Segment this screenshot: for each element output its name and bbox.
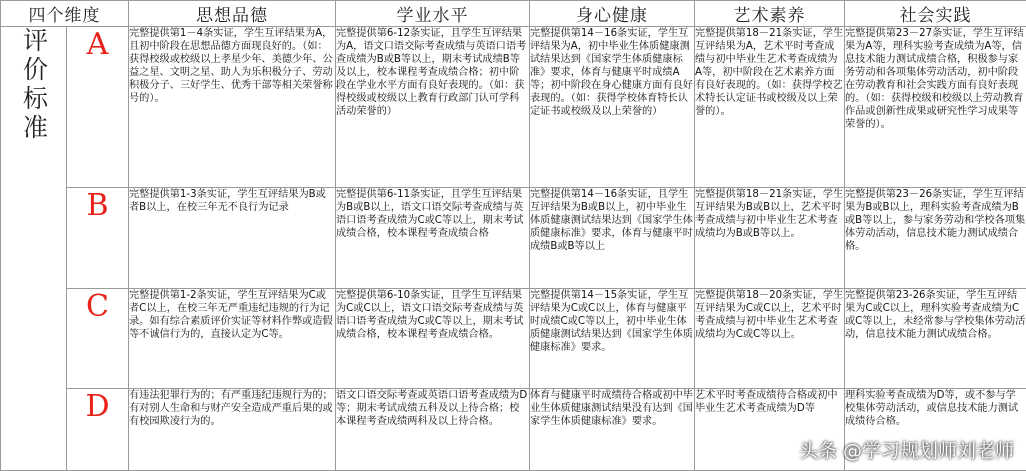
col-header-practice: 社会实践: [845, 1, 1026, 27]
cell-c-arts: 完整提供第18－20条实证，学生互评结果为C或C以上，艺术平时考查成绩与初中毕业生艺术考查成绩均为C或C等以上。: [695, 289, 845, 389]
cell-a-arts: 完整提供第18－21条实证，学生互评结果为A，艺术平时考查成绩与初中毕业生艺术考查成绩为A等，初中阶段在艺术素养方面有良好表现的。（如：获得学校艺术特长认定证书或校级及以上荣誉的）。: [695, 27, 845, 188]
corner-header: 四个维度: [1, 1, 129, 27]
col-header-arts: 艺术素养: [695, 1, 845, 27]
grade-a: A: [87, 27, 109, 62]
cell-d-arts: 艺术平时考查成绩待合格或初中毕业生艺术考查成绩为D等: [695, 389, 845, 471]
col-header-health: 身心健康: [530, 1, 695, 27]
cell-a-academic: 完整提供第6-12条实证，且学生互评结果为A，语文口语交际考查成绩与英语口语考查成绩为B或B等以上，期末考试成绩B等及以上，校本课程考查成绩合格；初中阶段在学业水平方面有良好表现的。（如：获得校级或校级以上教育行政部门认可学科活动荣誉的）: [336, 27, 530, 188]
cell-c-practice: 完整提供第23-26条实证，学生互评结果为C或C以上，理科实验考查成绩为C或C等以上，未经常参与学校集体劳动活动，信息技术能力测试成绩合格。: [845, 289, 1026, 389]
cell-a-practice: 完整提供第23－27条实证，学生互评结果为A等，理科实验考查成绩为A等，信息技术能力测试成绩合格，积极参与家务劳动和各项集体劳动活动，初中阶段在劳动教育和社会实践方面有良好表现的。（如：获得校级和校级以上劳动教育作品或创新性成果或研究性学习成果等荣誉的）。: [845, 27, 1026, 188]
side-title-cell: [1, 27, 67, 471]
grade-a-cell: [67, 27, 129, 188]
cell-b-practice: 完整提供第23－26条实证，学生互评结果为B或B以上，理科实验考查成绩为B或B等以上，参与家务劳动和学校各项集体劳动活动，信息技术能力测试成绩合格。: [845, 188, 1026, 289]
grade-c: C: [86, 289, 109, 324]
grade-b: B: [86, 188, 108, 223]
grade-b-cell: [67, 188, 129, 289]
cell-d-practice: 理科实验考查成绩为D等，或不参与学校集体劳动活动，或信息技术能力测试成绩待合格。: [845, 389, 1026, 471]
cell-d-moral: 有违法犯罪行为的；有严重违纪违规行为的；有对别人生命和与财产安全造成严重后果的或有校园欺凌行为的。: [129, 389, 336, 471]
cell-c-academic: 完整提供第6-10条实证，且学生互评结果为C或C以上，语文口语交际考查成绩与英语口语考查成绩为C或C等以上，期末考试成绩合格，校本课程考查成绩合格。: [336, 289, 530, 389]
side-title: 评价标准: [16, 27, 52, 143]
cell-d-health: 体育与健康平时成绩待合格或初中毕业生体质健康测试结果没有达到《国家学生体质健康标准》要求。: [530, 389, 695, 471]
col-header-moral: 思想品德: [129, 1, 336, 27]
grade-c-cell: [67, 289, 129, 389]
cell-b-health: 完整提供第14－16条实证，且学生互评结果为B或B以上，初中毕业生体质健康测试结果达到《国家学生体质健康标准》要求，体育与健康平时成绩B或B等以上: [530, 188, 695, 289]
cell-c-moral: 完整提供第1-2条实证，学生互评结果为C或者C以上，在校三年无严重违纪违规的行为记录。如有综合素质评价实证等材料作弊或造假等不诚信行为的，直接认定为C等。: [129, 289, 336, 389]
watermark: 头条 @学习规划师刘老师: [799, 436, 1014, 463]
cell-b-academic: 完整提供第6-11条实证，且学生互评结果为B或B以上，语文口语交际考查成绩与英语口语考查成绩为C或C等以上，期末考试成绩合格，校本课程考查成绩合格: [336, 188, 530, 289]
cell-b-moral: 完整提供第1-3条实证，学生互评结果为B或者B以上，在校三年无不良行为记录: [129, 188, 336, 289]
cell-d-academic: 语文口语交际考查或英语口语考查成绩为D等；期末考试成绩五科及以上待合格；校本课程考查成绩两科及以上待合格。: [336, 389, 530, 471]
cell-b-arts: 完整提供第18－21条实证，学生互评结果为B或B以上，艺术平时考查成绩与初中毕业生艺术考查成绩均为B或B等以上。: [695, 188, 845, 289]
cell-c-health: 完整提供第14－15条实证，学生互评结果为C或C以上，体育与健康平时成绩C或C等以上，初中毕业生体质健康测试结果达到《国家学生体质健康标准》要求。: [530, 289, 695, 389]
cell-a-moral: 完整提供第1－4条实证，学生互评结果为A，且初中阶段在思想品德方面现良好的。（如：获得校级或校级以上孝星少年、美德少年、公益之星、文明之星、助人为乐积极分子、劳动积极分子、三好学生、优秀干部等相关荣誉称号的）。: [129, 27, 336, 188]
grade-d: D: [85, 389, 109, 424]
col-header-academic: 学业水平: [336, 1, 530, 27]
cell-a-health: 完整提供第14－16条实证，学生互评结果为A，初中毕业生体质健康测试结果达到《国家学生体质健康标准》要求，体育与健康平时成绩A等；初中阶段在身心健康方面有良好表现的。（如：获得学校体育特长认定证书或校级及以上荣誉的）: [530, 27, 695, 188]
grade-d-cell: [67, 389, 129, 471]
